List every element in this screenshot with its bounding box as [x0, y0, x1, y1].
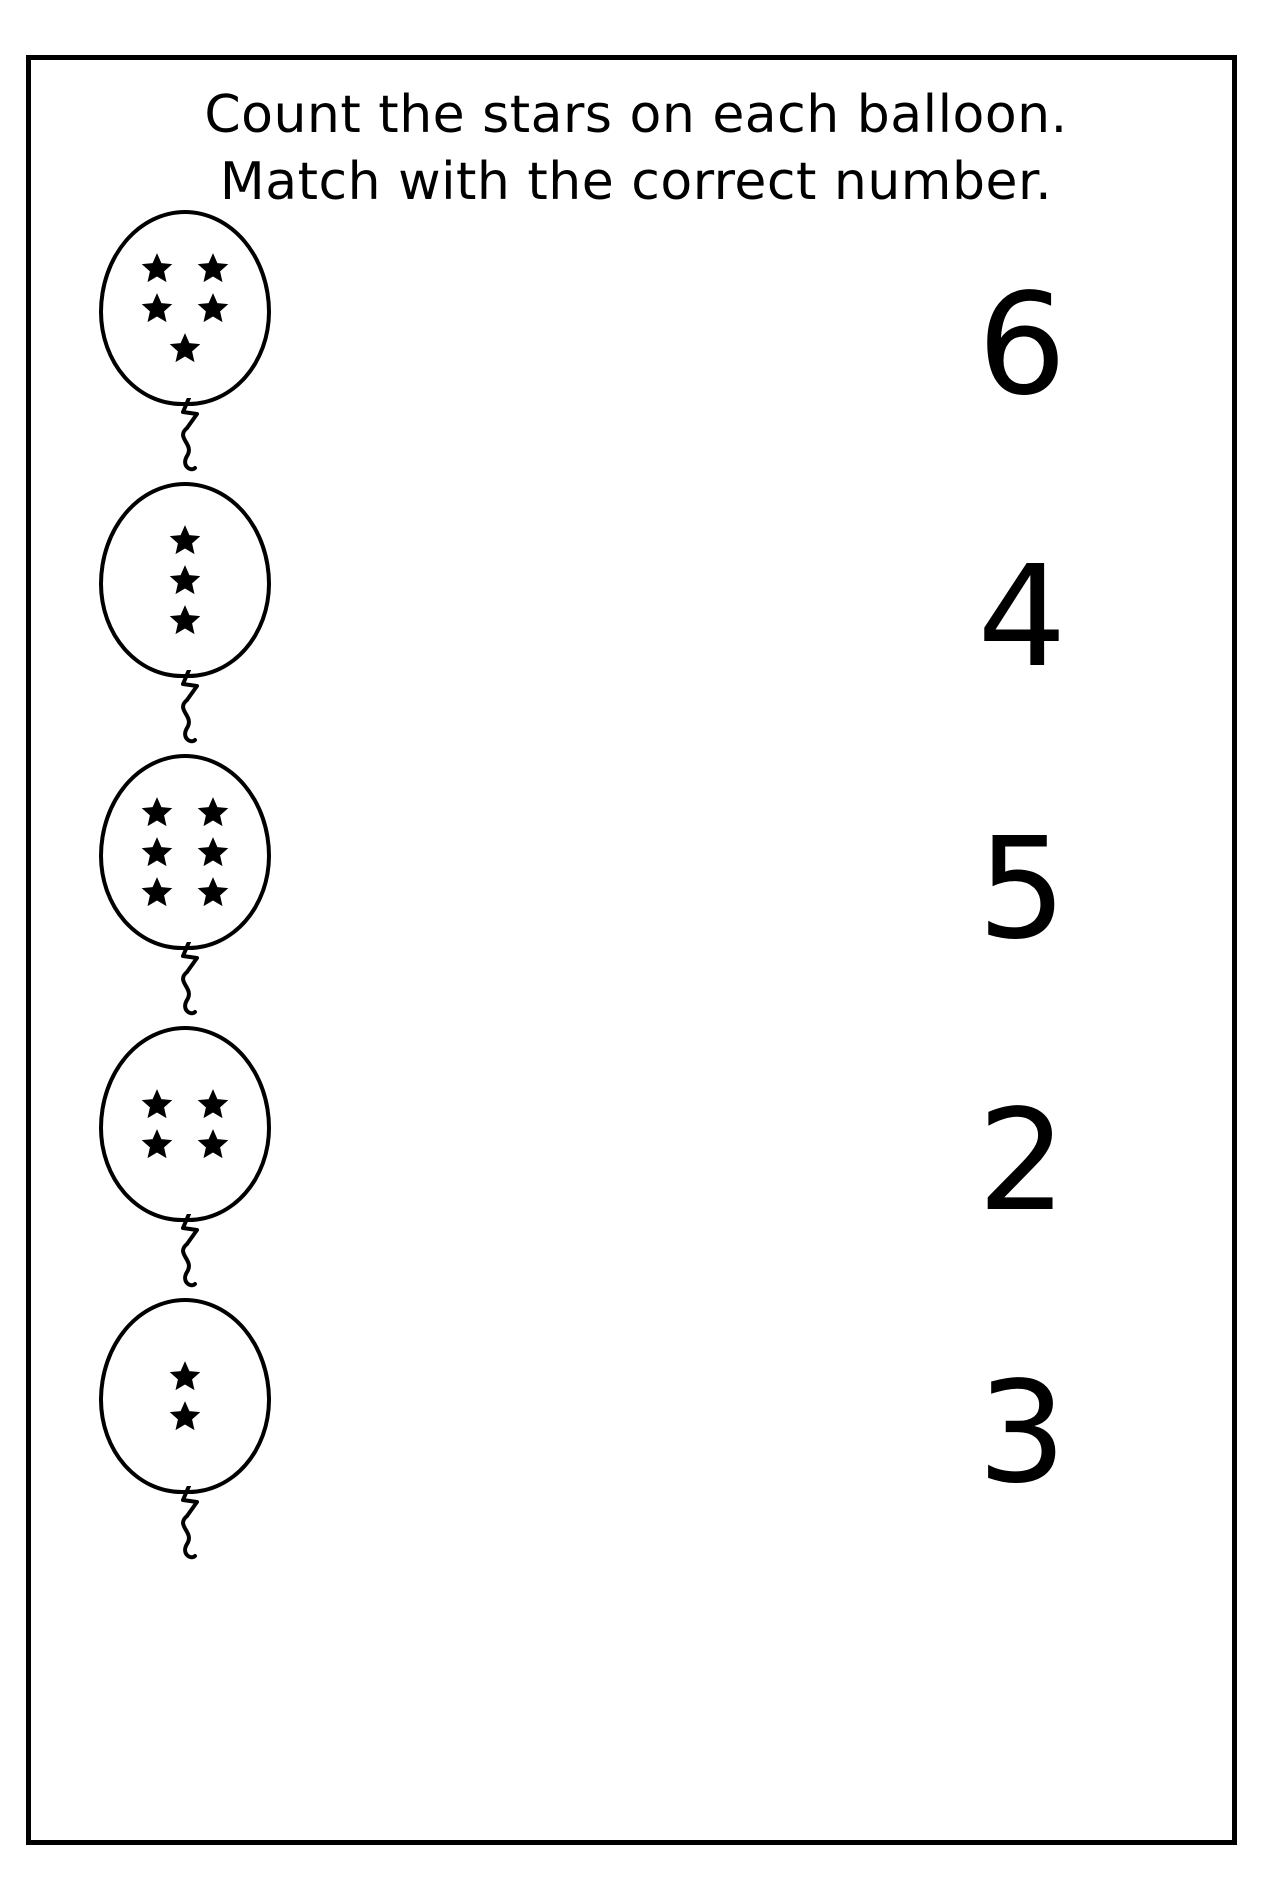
matching-row — [31, 1026, 1232, 1298]
star-icon — [168, 563, 202, 597]
star-row — [140, 1127, 230, 1161]
balloon-cell[interactable] — [91, 1026, 311, 1298]
star-row — [168, 603, 202, 637]
star-icon — [168, 523, 202, 557]
balloon-icon[interactable] — [91, 1298, 281, 1558]
star-row — [168, 563, 202, 597]
balloon-icon[interactable] — [91, 754, 281, 1014]
star-icon — [140, 1127, 174, 1161]
matching-row — [31, 1298, 1232, 1570]
star-icon — [168, 603, 202, 637]
number-cell[interactable] — [922, 754, 1122, 1026]
balloon-icon[interactable] — [91, 1026, 281, 1286]
matching-row — [31, 210, 1232, 482]
star-group — [99, 1298, 271, 1494]
star-row — [168, 331, 202, 365]
balloon-cell[interactable] — [91, 754, 311, 1026]
balloon-tail-icon — [161, 1486, 221, 1566]
star-icon — [140, 251, 174, 285]
star-row — [140, 875, 230, 909]
balloon-tail-icon — [161, 1214, 221, 1294]
number-label: 3 — [977, 1352, 1067, 1515]
star-group — [99, 1026, 271, 1222]
star-group — [99, 210, 271, 406]
star-row — [140, 795, 230, 829]
star-icon — [168, 1399, 202, 1433]
balloon-icon[interactable] — [91, 210, 281, 470]
instruction-line-1: Count the stars on each balloon. — [204, 85, 1068, 145]
matching-row — [31, 482, 1232, 754]
matching-rows — [31, 210, 1232, 1570]
balloon-cell[interactable] — [91, 482, 311, 754]
star-icon — [140, 1087, 174, 1121]
balloon-tail-icon — [161, 670, 221, 750]
star-row — [140, 835, 230, 869]
number-label: 6 — [977, 264, 1067, 427]
balloon-tail-icon — [161, 398, 221, 478]
star-icon — [140, 835, 174, 869]
star-row — [140, 1087, 230, 1121]
instruction-line-2: Match with the correct number. — [219, 151, 1053, 212]
star-group — [99, 482, 271, 678]
star-icon — [140, 875, 174, 909]
balloon-icon[interactable] — [91, 482, 281, 742]
star-row — [168, 1399, 202, 1433]
number-label: 4 — [977, 536, 1067, 699]
number-cell[interactable] — [922, 1298, 1122, 1570]
star-icon — [196, 1127, 230, 1161]
star-row — [140, 251, 230, 285]
balloon-cell[interactable] — [91, 1298, 311, 1570]
star-icon — [168, 331, 202, 365]
worksheet-frame — [26, 55, 1237, 1845]
star-row — [168, 523, 202, 557]
star-icon — [196, 251, 230, 285]
star-icon — [168, 1359, 202, 1393]
star-icon — [196, 875, 230, 909]
number-label: 5 — [977, 808, 1067, 971]
star-icon — [196, 291, 230, 325]
star-icon — [140, 795, 174, 829]
matching-row — [31, 754, 1232, 1026]
star-group — [99, 754, 271, 950]
star-row — [140, 291, 230, 325]
star-row — [168, 1359, 202, 1393]
balloon-tail-icon — [161, 942, 221, 1022]
number-cell[interactable] — [922, 1026, 1122, 1298]
star-icon — [196, 835, 230, 869]
number-cell[interactable] — [922, 482, 1122, 754]
balloon-cell[interactable] — [91, 210, 311, 482]
number-cell[interactable] — [922, 210, 1122, 482]
star-icon — [140, 291, 174, 325]
star-icon — [196, 795, 230, 829]
number-label: 2 — [977, 1080, 1067, 1243]
star-icon — [196, 1087, 230, 1121]
instructions-text — [91, 82, 1181, 215]
